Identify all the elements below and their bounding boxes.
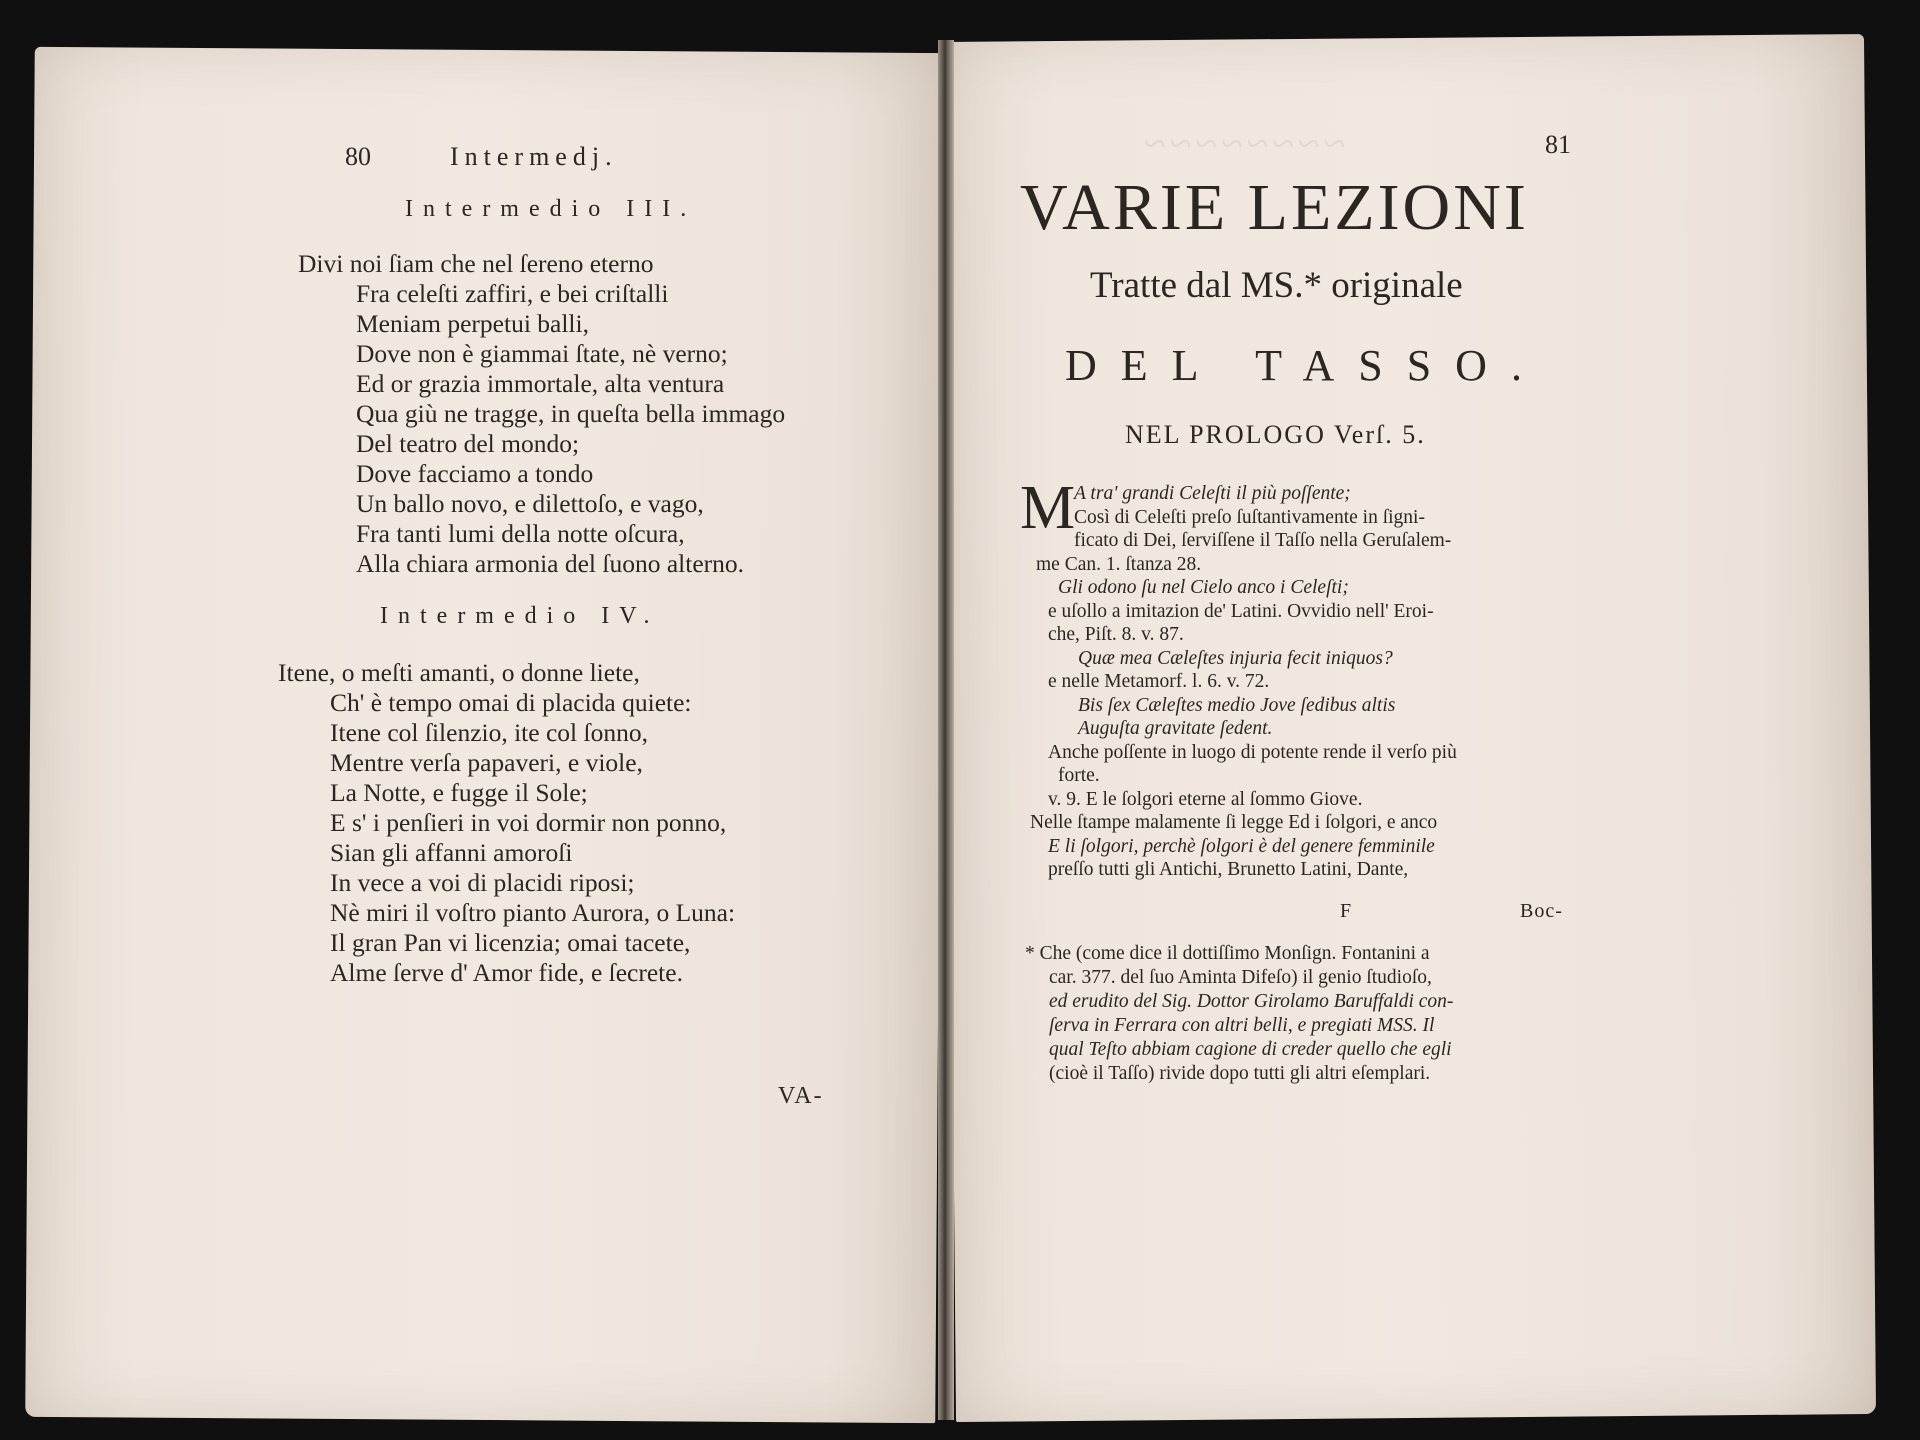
verse-line: Meniam perpetui balli,: [356, 309, 589, 338]
footnote-line: car. 377. del ſuo Aminta Difeſo) il genio ſtudioſo,: [1049, 967, 1432, 988]
verse-line: Fra tanti lumi della notte oſcura,: [356, 519, 685, 548]
commentary-line: ficato di Dei, ſerviſſene il Taſſo nella Geruſalem-: [1074, 530, 1452, 551]
book-gutter: [938, 40, 954, 1420]
page-subtitle: Tratte dal MS.* originale: [1090, 265, 1463, 306]
verse-line: Dove facciamo a tondo: [356, 459, 594, 488]
verse-line: Mentre verſa papaveri, e viole,: [330, 748, 643, 777]
commentary-line: me Can. 1. ſtanza 28.: [1036, 553, 1202, 575]
verse-line: La Notte, e fugge il Sole;: [330, 778, 588, 807]
intermedio-3-title: Intermedio III.: [405, 196, 697, 222]
verse-line: Alme ſerve d' Amor fide, e ſecrete.: [330, 958, 683, 987]
footnote-line: qual Teſto abbiam cagione di creder quello che egli: [1049, 1039, 1452, 1060]
right-catchword: Boc-: [1520, 900, 1563, 922]
verse-line: Fra celeſti zaffiri, e bei criſtalli: [356, 279, 669, 308]
commentary-line: Auguſta gravitate ſedent.: [1078, 718, 1273, 739]
verse-line: Ed or grazia immortale, alta ventura: [356, 369, 725, 398]
commentary-line: Così di Celeſti preſo ſuſtantivamente in ſigni-: [1074, 506, 1425, 528]
commentary-line: preſſo tutti gli Antichi, Brunetto Latini, Dante,: [1048, 859, 1409, 880]
commentary-line: Anche poſſente in luogo di potente rende il verſo più: [1048, 741, 1457, 763]
verse-line: Qua giù ne tragge, in queſta bella immago: [356, 399, 786, 428]
drop-cap: M: [1020, 474, 1076, 542]
section-heading: NEL PROLOGO Verſ. 5.: [1125, 420, 1426, 449]
verse-line: Sian gli affanni amoroſi: [330, 838, 573, 867]
commentary-line: Bis ſex Cæleſtes medio Jove ſedibus altis: [1078, 694, 1396, 716]
commentary-line: e nelle Metamorf. l. 6. v. 72.: [1048, 671, 1270, 692]
left-page-number: 80: [345, 142, 371, 171]
footnote: [1025, 942, 1610, 1086]
intermedio-4-verse: [278, 658, 735, 988]
commentary-line: v. 9. E le ſolgori eterne al ſommo Giove.: [1048, 788, 1363, 810]
show-through: ~~~~~~~~: [1140, 121, 1346, 166]
commentary-line: A tra' grandi Celeſti il più poſſente;: [1074, 483, 1351, 504]
commentary-text: [1030, 482, 1600, 882]
verse-line: In vece a voi di placidi riposi;: [330, 868, 635, 897]
commentary-line: Quæ mea Cæleſtes injuria fecit iniquos?: [1078, 647, 1393, 669]
footnote-line: ſerva in Ferrara con altri belli, e pregiati MSS. Il: [1049, 1015, 1435, 1036]
verse-line: Divi noi ſiam che nel ſereno eterno: [298, 249, 654, 278]
verse-line: E s' i penſieri in voi dormir non ponno,: [330, 808, 727, 837]
commentary-line: che, Piſt. 8. v. 87.: [1048, 624, 1184, 645]
left-catchword: VA-: [778, 1083, 824, 1109]
right-page-number: 81: [1545, 130, 1571, 159]
footnote-line: ed erudito del Sig. Dottor Girolamo Baruffaldi con-: [1049, 991, 1454, 1012]
footnote-line: * Che (come dice il dottiſſimo Monſign. Fontanini a: [1025, 943, 1430, 964]
intermedio-3-verse: [298, 249, 785, 579]
verse-line: Alla chiara armonia del ſuono alterno.: [356, 549, 745, 578]
running-head: Intermedj.: [450, 142, 618, 171]
verse-line: Del teatro del mondo;: [356, 429, 580, 458]
verse-line: Dove non è giammai ſtate, nè verno;: [356, 339, 728, 368]
signature-mark: F: [1340, 900, 1352, 922]
verse-line: Il gran Pan vi licenzia; omai tacete,: [330, 928, 691, 957]
commentary-line: e uſollo a imitazion de' Latini. Ovvidio nell' Eroi-: [1048, 600, 1434, 622]
commentary-line: forte.: [1058, 765, 1100, 786]
author-line: DEL TASSO.: [1065, 341, 1546, 390]
verse-line: Itene, o meſti amanti, o donne liete,: [278, 658, 640, 687]
footnote-line: (cioè il Taſſo) rivide dopo tutti gli altri eſemplari.: [1049, 1063, 1431, 1084]
verse-line: Itene col ſilenzio, ite col ſonno,: [330, 718, 648, 747]
intermedio-4-title: Intermedio IV.: [380, 603, 660, 629]
commentary-line: Nelle ſtampe malamente ſi legge Ed i ſolgori, e anco: [1030, 812, 1438, 833]
verse-line: Nè miri il voſtro pianto Aurora, o Luna:: [330, 898, 736, 927]
verse-line: Un ballo novo, e dilettoſo, e vago,: [356, 489, 704, 518]
verse-line: Ch' è tempo omai di placida quiete:: [330, 688, 692, 717]
page-title: VARIE LEZIONI: [1020, 171, 1529, 244]
commentary-line: Gli odono ſu nel Cielo anco i Celeſti;: [1058, 577, 1349, 598]
commentary-line: E li ſolgori, perchè ſolgori è del genere femminile: [1048, 835, 1435, 857]
